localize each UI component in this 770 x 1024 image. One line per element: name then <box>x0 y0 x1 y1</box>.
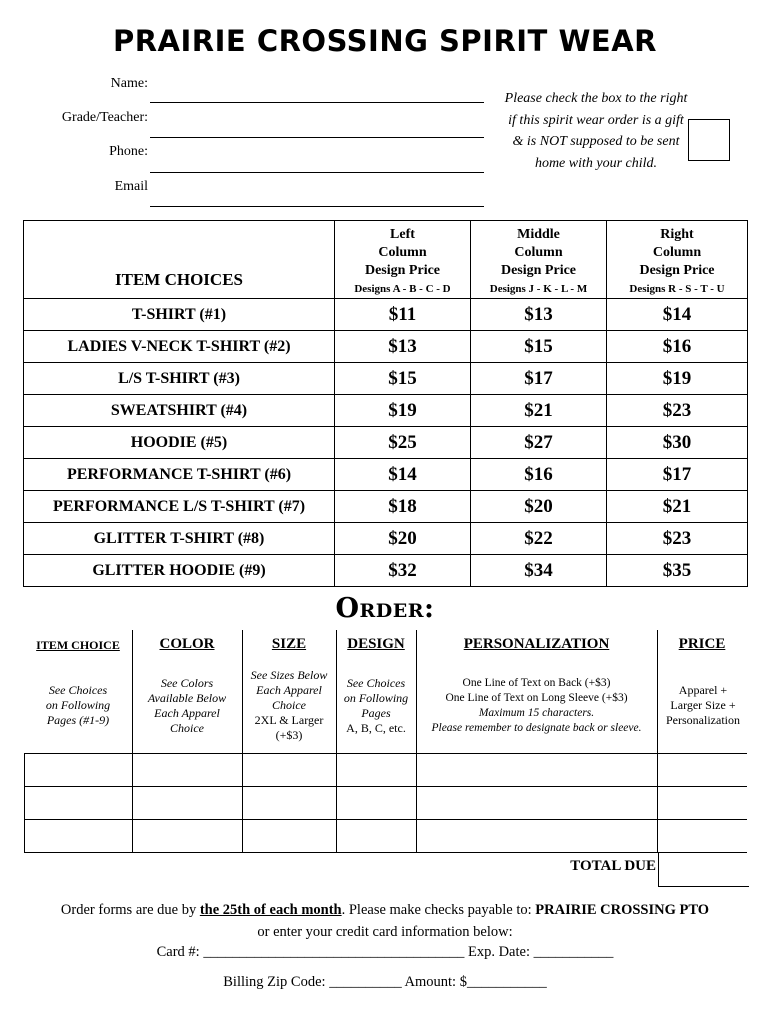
price-left: $11 <box>335 299 471 331</box>
page-title: PRAIRIE CROSSING SPIRIT WEAR <box>112 24 658 58</box>
name-label: Name: <box>110 76 148 91</box>
grid-left-border <box>24 753 25 853</box>
item-choices-header: ITEM CHOICES <box>24 221 335 299</box>
table-row <box>24 459 748 491</box>
grade-teacher-field[interactable] <box>150 137 484 138</box>
price-right: $35 <box>607 555 748 587</box>
price-header: PRICE <box>678 636 726 652</box>
price-right: $23 <box>607 395 748 427</box>
phone-field[interactable] <box>150 172 484 173</box>
price-middle: $20 <box>471 491 607 523</box>
item-name: PERFORMANCE L/S T-SHIRT (#7) <box>24 491 335 523</box>
item-name: HOODIE (#5) <box>24 427 335 459</box>
table-row <box>24 363 748 395</box>
price-middle: $21 <box>471 395 607 427</box>
price-left: $15 <box>335 363 471 395</box>
price-left: $14 <box>335 459 471 491</box>
price-table <box>23 220 748 587</box>
table-row <box>24 299 748 331</box>
personalization-description: One Line of Text on Back (+$3) One Line of Text on Long Sleeve (+$3) Maximum 15 characters. Please remember to designate back or sleeve. <box>431 677 642 734</box>
item-name: GLITTER T-SHIRT (#8) <box>24 523 335 555</box>
billing-zip-amount-field[interactable]: Billing Zip Code: __________ Amount: $___________ <box>223 974 547 990</box>
item-choice-description: See Choices on Following Pages (#1-9) <box>45 683 111 727</box>
total-due-field[interactable] <box>658 853 749 887</box>
gift-note: Please check the box to the right if this spirit wear order is a gift & is NOT supposed to be sent home with your child. <box>504 91 688 171</box>
item-name: GLITTER HOODIE (#9) <box>24 555 335 587</box>
item-name: L/S T-SHIRT (#3) <box>24 363 335 395</box>
grade-teacher-label: Grade/Teacher: <box>61 110 148 125</box>
price-right: $30 <box>607 427 748 459</box>
price-left: $19 <box>335 395 471 427</box>
price-right: $21 <box>607 491 748 523</box>
design-header: DESIGN <box>347 636 405 652</box>
name-field[interactable] <box>150 102 484 103</box>
price-left: $13 <box>335 331 471 363</box>
color-description: See Colors Available Below Each Apparel Choice <box>147 676 227 735</box>
item-name: SWEATSHIRT (#4) <box>24 395 335 427</box>
email-label: Email <box>114 179 148 194</box>
size-header: SIZE <box>271 636 307 652</box>
price-left: $32 <box>335 555 471 587</box>
table-row[interactable] <box>24 786 747 787</box>
price-right: $23 <box>607 523 748 555</box>
credit-card-instruction: or enter your credit card information below: <box>257 924 513 940</box>
gift-checkbox[interactable] <box>688 119 730 161</box>
table-row <box>24 555 748 587</box>
item-name: LADIES V-NECK T-SHIRT (#2) <box>24 331 335 363</box>
item-choice-header: ITEM CHOICE <box>36 638 120 652</box>
price-right: $14 <box>607 299 748 331</box>
table-row <box>24 523 748 555</box>
left-column-header: Left Column Design Price Designs A - B - C - D <box>335 221 471 299</box>
price-left: $18 <box>335 491 471 523</box>
table-row[interactable] <box>24 819 747 820</box>
item-name: T-SHIRT (#1) <box>24 299 335 331</box>
order-entry-grid <box>24 753 747 853</box>
table-row <box>24 491 748 523</box>
price-middle: $22 <box>471 523 607 555</box>
table-row <box>24 852 747 853</box>
price-description: Apparel + Larger Size + Personalization <box>666 683 740 727</box>
price-middle: $17 <box>471 363 607 395</box>
personalization-header: PERSONALIZATION <box>463 636 610 652</box>
price-middle: $15 <box>471 331 607 363</box>
price-right: $16 <box>607 331 748 363</box>
table-row <box>24 427 748 459</box>
total-due-label: TOTAL DUE <box>570 858 656 874</box>
right-column-header: Right Column Design Price Designs R - S - T - U <box>607 221 748 299</box>
item-name: PERFORMANCE T-SHIRT (#6) <box>24 459 335 491</box>
price-right: $17 <box>607 459 748 491</box>
table-row[interactable] <box>24 753 747 754</box>
price-middle: $13 <box>471 299 607 331</box>
order-heading: Order: <box>335 593 435 624</box>
card-number-field[interactable]: Card #: ____________________________________ Exp. Date: ___________ <box>156 944 614 960</box>
price-left: $20 <box>335 523 471 555</box>
price-middle: $34 <box>471 555 607 587</box>
price-left: $25 <box>335 427 471 459</box>
size-description: See Sizes Below Each Apparel Choice 2XL & Larger (+$3) <box>250 668 328 742</box>
middle-column-header: Middle Column Design Price Designs J - K - L - M <box>471 221 607 299</box>
table-row <box>24 331 748 363</box>
phone-label: Phone: <box>109 144 148 159</box>
table-row <box>24 395 748 427</box>
design-description: See Choices on Following Pages A, B, C, etc. <box>343 676 409 735</box>
price-right: $19 <box>607 363 748 395</box>
due-date-line: Order forms are due by the 25th of each month. Please make checks payable to: PRAIRIE CROSSING PTO <box>60 902 710 918</box>
price-middle: $16 <box>471 459 607 491</box>
price-middle: $27 <box>471 427 607 459</box>
color-header: COLOR <box>159 636 215 652</box>
email-field[interactable] <box>150 206 484 207</box>
